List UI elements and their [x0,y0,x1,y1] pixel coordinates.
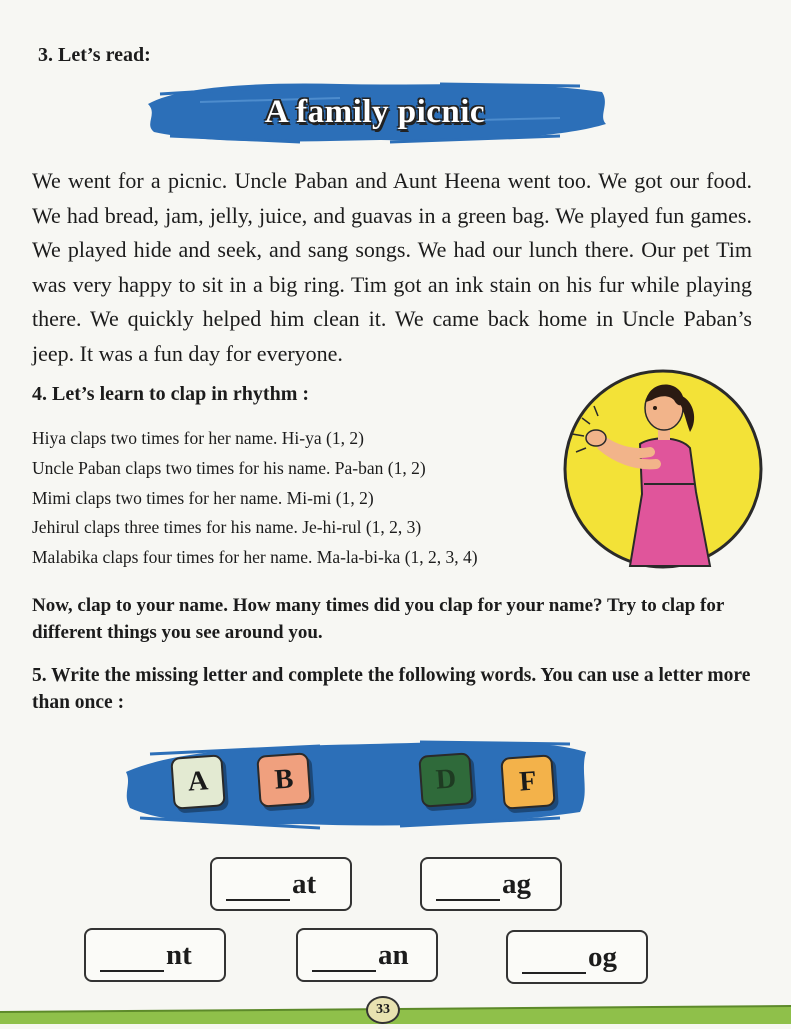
section-5-heading: 5. Write the missing letter and complete the following words. You can use a letter more than once : [32,665,751,713]
letter-tile: B [256,752,312,808]
clap-line: Hiya claps two times for her name. Hi-ya (1, 2) [32,428,364,448]
story-title: A family picnic [264,93,486,130]
clap-line: Mimi claps two times for her name. Mi-mi (1, 2) [32,487,374,508]
letter-tile: D [418,752,474,808]
word-blank-box[interactable] [210,857,352,911]
clap-list [32,424,592,573]
letters-banner [120,732,590,832]
word-blank-box[interactable] [296,928,438,982]
clap-line: Malabika claps four times for her name. Ma-la-bi-ka (1, 2, 3, 4) [32,547,478,568]
word-ending: og [588,941,617,973]
clap-line: Uncle Paban claps two times for his name. Pa-ban (1, 2) [32,457,426,478]
letter-blank[interactable] [522,971,586,974]
page-number: 33 [366,996,400,1024]
word-blank-box[interactable] [420,857,562,911]
letter-tile: F [500,754,556,810]
title-banner [140,72,610,152]
clap-line: Jehirul claps three times for his name. Je-hi-rul (1, 2, 3) [32,517,422,538]
word-blank-box[interactable] [84,928,226,982]
letter-blank[interactable] [226,898,290,901]
word-ending: ag [502,868,531,900]
section-4-heading: 4. Let’s learn to clap in rhythm : [32,383,310,405]
word-ending: nt [166,939,192,971]
word-ending: at [292,868,317,900]
letter-blank[interactable] [312,969,376,972]
letter-blank[interactable] [436,898,500,901]
word-blank-box[interactable] [506,930,648,984]
letter-blank[interactable] [100,969,164,972]
clap-prompt: Now, clap to your name. How many times did you clap for your name? Try to clap for different things you see around you. [32,595,724,643]
word-ending: an [378,939,409,971]
letter-tile: A [170,754,226,810]
story-passage: We went for a picnic. Uncle Paban and Aunt Heena went too. We got our food. We had bread, jam, jelly, juice, and guavas in a green bag. We played fun games. We played hide and seek, and sang songs. We had our lunch there. Our pet Tim was very happy to sit in a big ring. Tim got an ink stain on his fur while playing there. We quickly helped him clean it. We came back home in Uncle Paban’s jeep. It was a fun day for everyone. [32,168,752,366]
clapping-girl-illustration [560,366,766,572]
section-3-heading: 3. Let’s read: [38,44,151,66]
